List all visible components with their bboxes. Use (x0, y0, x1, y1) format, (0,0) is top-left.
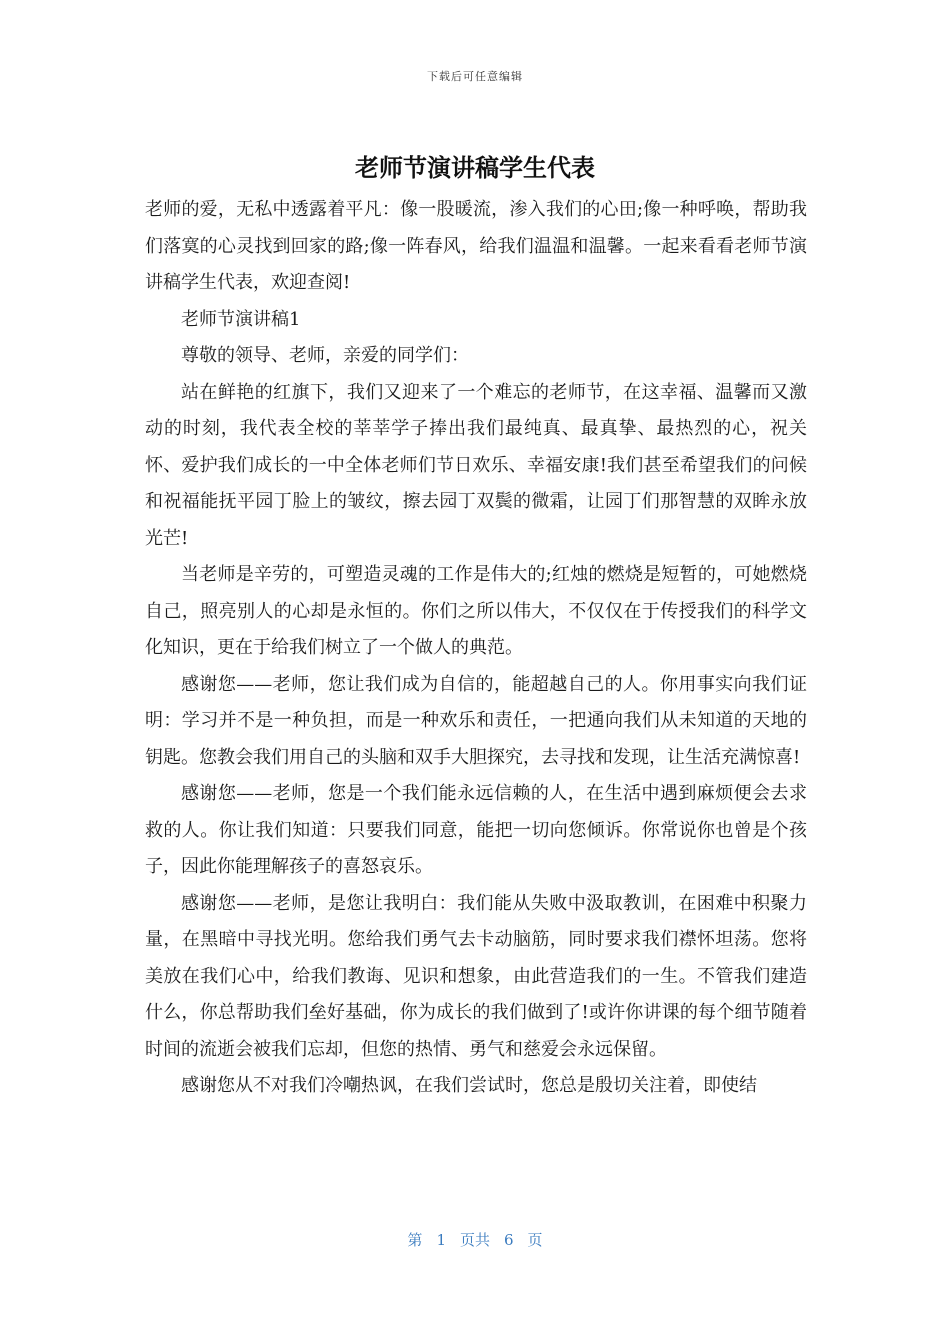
salutation: 尊敬的领导、老师，亲爱的同学们： (181, 345, 469, 366)
intro-paragraph: 老师的爱，无私中透露着平凡：像一股暖流，渗入我们的心田;像一种呼唤，帮助我们落寞的心灵找到回家的路;像一阵春风，给我们温温和温馨。一起来看看老师节演讲稿学生代表，欢迎查阅! (145, 199, 807, 293)
body-paragraph: 感谢您——老师，您让我们成为自信的，能超越自己的人。你用事实向我们证明：学习并不是一种负担，而是一种欢乐和责任，一把通向我们从未知道的天地的钥匙。您教会我们用自己的头脑和双手大胆探究，去寻找和发现，让生活充满惊喜! (145, 673, 807, 768)
footer-suffix: 页 (527, 1231, 543, 1249)
section-heading: 老师节演讲稿1 (181, 308, 301, 330)
footer-total-pages: 6 (504, 1231, 514, 1249)
body-paragraph: 感谢您——老师，您是一个我们能永远信赖的人，在生活中遇到麻烦便会去求救的人。你让我们知道：只要我们同意，能把一切向您倾诉。你常说你也曾是个孩子，因此你能理解孩子的喜怒哀乐。 (145, 783, 807, 877)
page-footer (0, 1229, 950, 1250)
body-paragraph: 感谢您从不对我们冷嘲热讽，在我们尝试时，您总是殷切关注着，即使结 (181, 1075, 757, 1096)
body-paragraph: 当老师是辛劳的，可塑造灵魂的工作是伟大的;红烛的燃烧是短暂的，可她燃烧自己，照亮别人的心却是永恒的。你们之所以伟大，不仅仅在于传授我们的科学文化知识，更在于给我们树立了一个做人的典范。 (145, 564, 807, 658)
footer-page-number: 1 (436, 1231, 446, 1249)
footer-middle: 页共 (459, 1231, 490, 1249)
body-paragraph: 站在鲜艳的红旗下，我们又迎来了一个难忘的老师节，在这幸福、温馨而又激动的时刻，我代表全校的莘莘学子捧出我们最纯真、最真挚、最热烈的心，祝关怀、爱护我们成长的一中全体老师们节日欢乐、幸福安康!我们甚至希望我们的问候和祝福能抚平园丁脸上的皱纹，擦去园丁双鬓的微霜，让园丁们那智慧的双眸永放光芒! (145, 381, 807, 549)
footer-prefix: 第 (407, 1231, 423, 1249)
document-body (145, 192, 807, 1105)
header-note: 下载后可任意编辑 (427, 70, 523, 83)
document-title: 老师节演讲稿学生代表 (355, 154, 595, 182)
body-paragraph: 感谢您——老师，是您让我明白：我们能从失败中汲取教训，在困难中积聚力量，在黑暗中寻找光明。您给我们勇气去卡动脑筋，同时要求我们襟怀坦荡。您将美放在我们心中，给我们教诲、见识和想象，由此营造我们的一生。不管我们建造什么，你总帮助我们垒好基础，你为成长的我们做到了!或许你讲课的每个细节随着时间的流逝会被我们忘却，但您的热情、勇气和慈爱会永远保留。 (145, 892, 807, 1060)
